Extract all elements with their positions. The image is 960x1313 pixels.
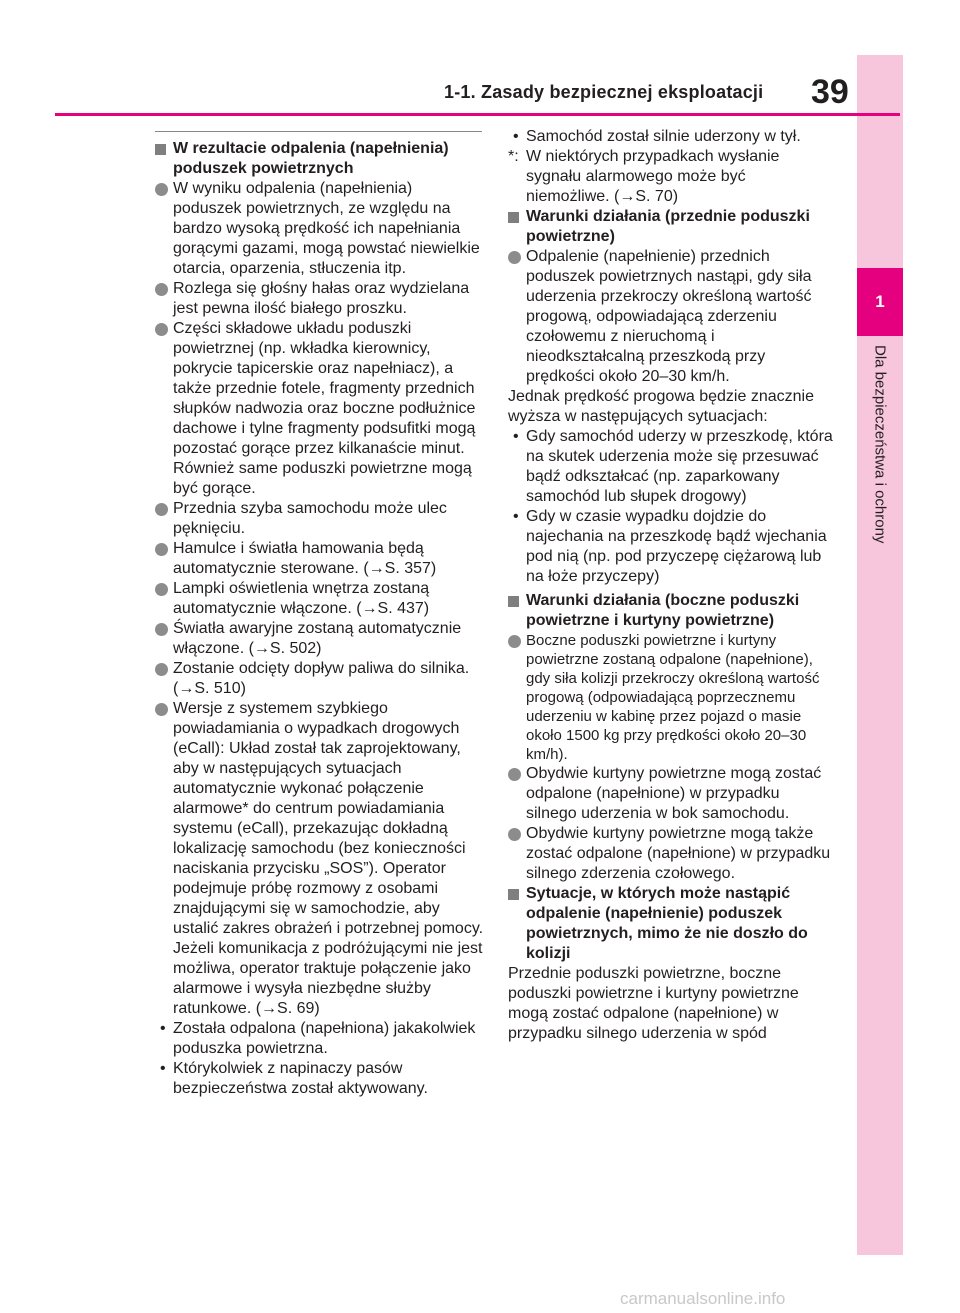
- chapter-sidebar: [857, 55, 903, 1255]
- list-item: Zostanie odcięty dopływ paliwa do silnika. (→S. 510): [155, 659, 485, 699]
- paragraph: Jednak prędkość progowa będzie znacznie wyższa w następujących sytuacjach:: [508, 388, 814, 425]
- header-rule: [55, 113, 900, 116]
- section-heading: Warunki działania (boczne poduszki powietrzne i kurtyny powietrzne): [508, 591, 833, 631]
- list-item: Lampki oświetlenia wnętrza zostaną automatycznie włączone. (→S. 437): [155, 579, 485, 619]
- list-item: Przednia szyba samochodu może ulec pęknięciu.: [155, 499, 485, 539]
- list-item: Światła awaryjne zostaną automatycznie włączone. (→S. 502): [155, 619, 485, 659]
- list-item: Rozlega się głośny hałas oraz wydzielana jest pewna ilość białego proszku.: [155, 279, 485, 319]
- list-item: W wyniku odpalenia (napełnienia) poduszek powietrznych, ze względu na bardzo wysoką prędkość ich napełniania gorącymi gazami, mogą powstać niewielkie otarcia, oparzenia, stłuczenia itp.: [155, 179, 485, 279]
- chapter-label: Dla bezpieczeństwa i ochrony: [871, 345, 889, 544]
- chapter-number-tab[interactable]: 1: [857, 268, 903, 336]
- list-item: Części składowe układu poduszki powietrznej (np. wkładka kierownicy, pokrycie tapicerskie oraz napełniacz), a także przednie fotele, fragmenty przednich słupków nadwozia oraz boczne podłużnice dachowe i tylne fragmenty podsufitki mogą pozostać gorące przez kilkanaście minut. Również same poduszki powietrzne mogą być gorące.: [155, 319, 485, 499]
- section-heading: Warunki działania (przednie poduszki powietrzne): [508, 207, 833, 247]
- list-item: Wersje z systemem szybkiego powiadamiania o wypadkach drogowych (eCall): Układ został tak zaprojektowany, aby w następujących sytuacjach automatycznie wykonać połączenie alarmowe* do centrum powiadamiania systemu (eCall), przekazując dokładną lokalizację samochodu (bez konieczności naciskania przycisku „SOS”). Operator podejmuje próbę rozmowy z osobami znajdującymi się w samochodzie, aby ustalić zakres obrażeń i potrzebnej pomocy. Jeżeli komunikacja z podróżującymi nie jest możliwa, operator traktuje połączenie jako alarmowe i wysyła niezbędne służby ratunkowe. (→S. 69): [155, 699, 485, 1019]
- sub-list-item: • Którykolwiek z napinaczy pasów bezpieczeństwa został aktywowany.: [155, 1059, 485, 1099]
- sub-list-item: • Gdy samochód uderzy w przeszkodę, która na skutek uderzenia może się przesuwać bądź odkształcać (np. zaparkowany samochód lub słupek drogowy): [508, 427, 833, 507]
- sub-list-item: • Została odpalona (napełniona) jakakolwiek poduszka powietrzna.: [155, 1019, 485, 1059]
- list-item: Boczne poduszki powietrzne i kurtyny powietrzne zostaną odpalone (napełnione), gdy siła kolizji przekroczy określoną wartość progową (odpowiadającą poprzecznemu uderzeniu w kabinę przez pojazd o masie około 1500 kg przy prędkości około 20–30 km/h).: [508, 631, 833, 764]
- section-title: 1-1. Zasady bezpiecznej eksploatacji: [444, 82, 764, 102]
- left-column: [155, 139, 485, 1099]
- page-number: 39: [811, 73, 849, 111]
- sub-list-item: • Samochód został silnie uderzony w tył.: [508, 127, 833, 147]
- list-item: Odpalenie (napełnienie) przednich poduszek powietrznych nastąpi, gdy siła uderzenia przekroczy określoną wartość progową, odpowiadającą zderzeniu czołowemu z nieruchomą i nieodkształcalną przeszkodą przy prędkości około 20–30 km/h.: [508, 247, 833, 387]
- right-column: [508, 127, 833, 1044]
- column-rule: [155, 131, 482, 132]
- section-heading: W rezultacie odpalenia (napełnienia) poduszek powietrznych: [155, 139, 485, 179]
- list-item: Hamulce i światła hamowania będą automatycznie sterowane. (→S. 357): [155, 539, 485, 579]
- footnote: [508, 147, 833, 207]
- sub-list-item: • Gdy w czasie wypadku dojdzie do najechania na przeszkodę bądź wjechania pod nią (np. pod przyczepę ciężarową lub na łoże przyczepy): [508, 507, 833, 587]
- list-item: Obydwie kurtyny powietrzne mogą zostać odpalone (napełnione) w przypadku silnego uderzenia w bok samochodu.: [508, 764, 833, 824]
- section-heading: Sytuacje, w których może nastąpić odpalenie (napełnienie) poduszek powietrznych, mimo że nie doszło do kolizji: [508, 884, 833, 964]
- footnote-text: W niektórych przypadkach wysłanie sygnału alarmowego może być niemożliwe. (→S. 70): [526, 148, 780, 205]
- paragraph: Przednie poduszki powietrzne, boczne poduszki powietrzne i kurtyny powietrzne mogą zostać odpalone (napełnione) w przypadku silnego uderzenia w spód: [508, 965, 799, 1042]
- footnote-mark: *:: [508, 148, 519, 165]
- watermark-link[interactable]: carmanualsonline.info: [620, 1289, 786, 1308]
- list-item: Obydwie kurtyny powietrzne mogą także zostać odpalone (napełnione) w przypadku silnego zderzenia czołowego.: [508, 824, 833, 884]
